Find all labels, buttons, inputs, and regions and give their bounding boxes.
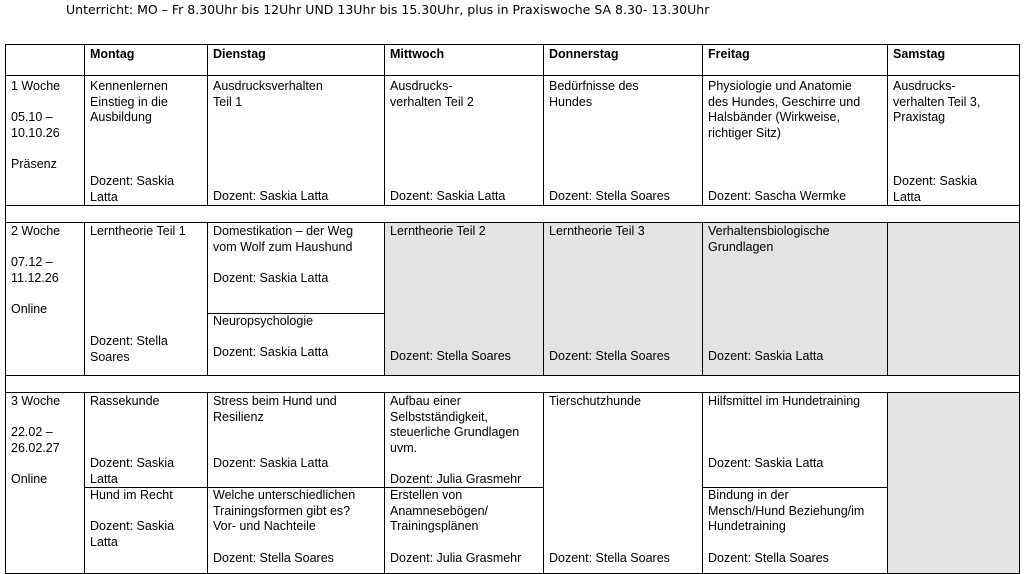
week2-tuesday-cell-b [207,313,385,376]
week2-monday-lecturer: Dozent: Stella Soares [90,334,168,364]
header-saturday: Samstag [887,44,1020,76]
week3-wednesday-a-lecturer: Dozent: Julia Grasmehr [390,472,522,486]
week3-label: 3 Woche [11,394,61,408]
week3-monday-cell-a [84,392,208,488]
header-friday: Freitag [702,44,888,76]
week3-tuesday-cell-a [207,392,385,488]
week1-dates: 05.10 – 10.10.26 [11,110,60,140]
week3-friday-cell-b [702,487,888,574]
week3-monday-a-lecturer: Dozent: Saskia Latta [90,456,175,486]
week2-info [5,222,85,376]
week2-mode: Online [11,302,48,316]
week2-thursday-lecturer: Dozent: Stella Soares [549,349,670,363]
week3-monday-cell-b [84,487,208,574]
week3-dates: 22.02 – 26.02.27 [11,425,60,455]
week3-friday-a-lecturer: Dozent: Saskia Latta [708,456,824,470]
week1-monday-title: Kennenlernen Einstieg in die Ausbildung [90,79,168,124]
week2-thursday-cell [543,222,703,376]
week1-monday-cell [84,75,208,206]
week3-saturday-cell [887,392,1020,574]
week1-saturday-lecturer: Dozent: Saskia Latta [893,174,978,204]
week2-thursday-title: Lerntheorie Teil 3 [549,224,645,238]
week3-tuesday-b-lecturer: Dozent: Stella Soares [213,551,334,565]
week1-tuesday-lecturer: Dozent: Saskia Latta [213,189,329,203]
week3-monday-a-title: Rassekunde [90,394,160,408]
week3-thursday-cell [543,392,703,574]
week1-friday-cell [702,75,888,206]
week2-friday-cell [702,222,888,376]
week2-tuesday-cell-a [207,222,385,314]
week3-tuesday-a-title: Stress beim Hund und Resilienz [213,394,337,424]
week3-wednesday-cell-b [384,487,544,574]
week3-wednesday-a-title: Aufbau einer Selbstständigkeit, steuerliche Grundlagen uvm. [390,394,520,455]
week1-info [5,75,85,206]
week2-monday-title: Lerntheorie Teil 1 [90,224,186,238]
week2-tuesday-b-title: Neuropsychologie [213,314,314,328]
spacer-row [5,205,1020,223]
week1-monday-lecturer: Dozent: Saskia Latta [90,174,175,204]
week1-tuesday-cell [207,75,385,206]
week2-label: 2 Woche [11,224,61,238]
week1-friday-lecturer: Dozent: Sascha Wermke [708,189,847,203]
week3-thursday-title: Tierschutzhunde [549,394,641,408]
week3-info [5,392,85,574]
week1-tuesday-title: Ausdrucksverhalten Teil 1 [213,79,323,109]
header-wednesday: Mittwoch [384,44,544,76]
week1-saturday-cell [887,75,1020,206]
spacer-row [5,375,1020,393]
week1-wednesday-lecturer: Dozent: Saskia Latta [390,189,506,203]
week3-thursday-lecturer: Dozent: Stella Soares [549,551,670,565]
week1-thursday-title: Bedürfnisse des Hundes [549,79,639,109]
week2-friday-lecturer: Dozent: Saskia Latta [708,349,824,363]
week3-friday-b-title: Bindung in der Mensch/Hund Beziehung/im Hundetraining [708,488,865,533]
week3-friday-a-title: Hilfsmittel im Hundetraining [708,394,861,408]
week2-wednesday-cell [384,222,544,376]
week1-friday-title: Physiologie und Anatomie des Hundes, Geschirre und Halsbänder (Wirkweise, richtiger Sitz) [708,79,861,140]
week3-friday-cell-a [702,392,888,488]
header-tuesday: Dienstag [207,44,385,76]
week2-monday-cell [84,222,208,376]
week1-label: 1 Woche [11,79,61,93]
header-corner [5,44,85,76]
week2-wednesday-title: Lerntheorie Teil 2 [390,224,486,238]
week3-wednesday-cell-a [384,392,544,488]
week2-tuesday-a-lecturer: Dozent: Saskia Latta [213,271,329,285]
week2-tuesday-a-title: Domestikation – der Weg vom Wolf zum Haushund [213,224,354,254]
week1-saturday-title: Ausdrucks- verhalten Teil 3, Praxistag [893,79,981,124]
week1-wednesday-cell [384,75,544,206]
week1-thursday-lecturer: Dozent: Stella Soares [549,189,670,203]
week2-tuesday-b-lecturer: Dozent: Saskia Latta [213,345,329,359]
header-monday: Montag [84,44,208,76]
week3-wednesday-b-lecturer: Dozent: Julia Grasmehr [390,551,522,565]
week3-mode: Online [11,472,48,486]
week3-tuesday-cell-b [207,487,385,574]
week1-mode: Präsenz [11,157,57,171]
week1-wednesday-title: Ausdrucks- verhalten Teil 2 [390,79,474,109]
schedule-note: Unterricht: MO – Fr 8.30Uhr bis 12Uhr UND 13Uhr bis 15.30Uhr, plus in Praxiswoche SA 8.30- 13.30Uhr [66,2,710,17]
header-thursday: Donnerstag [543,44,703,76]
week2-wednesday-lecturer: Dozent: Stella Soares [390,349,511,363]
week3-wednesday-b-title: Erstellen von Anamnesebögen/ Trainingsplänen [390,488,488,533]
week3-tuesday-a-lecturer: Dozent: Saskia Latta [213,456,329,470]
week2-dates: 07.12 – 11.12.26 [11,255,59,285]
week1-thursday-cell [543,75,703,206]
week3-monday-b-lecturer: Dozent: Saskia Latta [90,519,175,549]
week2-saturday-cell [887,222,1020,376]
week3-friday-b-lecturer: Dozent: Stella Soares [708,551,829,565]
week3-tuesday-b-title: Welche unterschiedlichen Trainingsformen gibt es? Vor- und Nachteile [213,488,356,533]
week2-friday-title: Verhaltensbiologische Grundlagen [708,224,830,254]
week3-monday-b-title: Hund im Recht [90,488,173,502]
